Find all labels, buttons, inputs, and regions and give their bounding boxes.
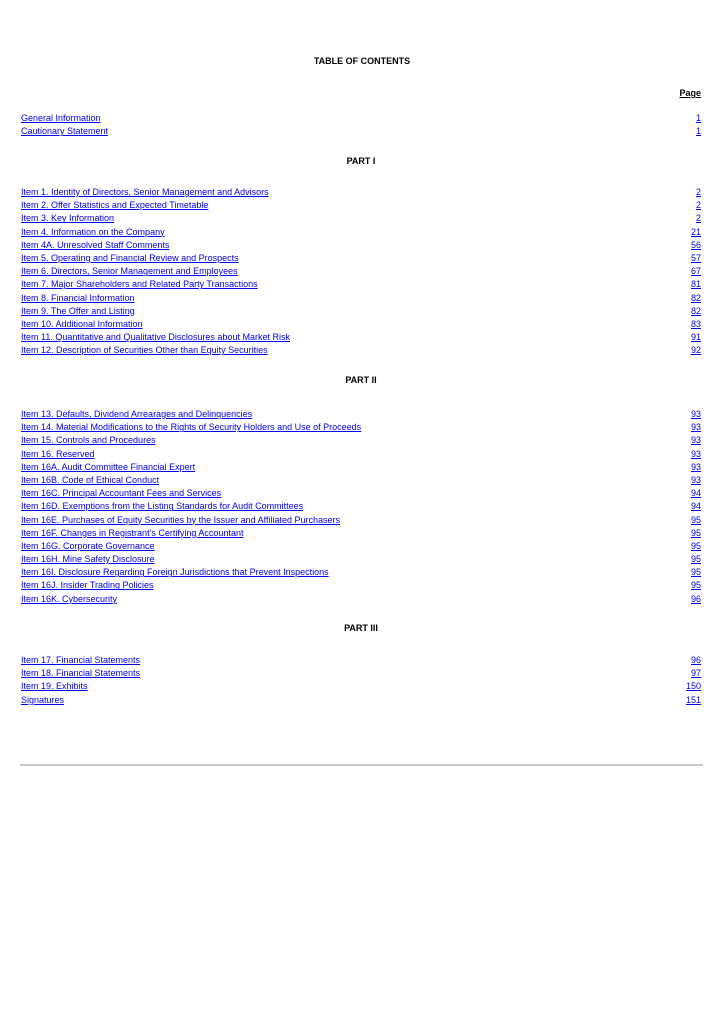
toc-page-link[interactable]: 150	[685, 681, 701, 692]
toc-link-item-8[interactable]: Item 8. Financial Information	[21, 292, 135, 303]
toc-row	[21, 421, 701, 434]
toc-row	[21, 474, 701, 487]
toc-row	[21, 694, 701, 707]
toc-page-link[interactable]: 94	[690, 501, 701, 512]
toc-page-link[interactable]: 1	[695, 113, 701, 123]
toc-page-link[interactable]: 95	[690, 540, 701, 551]
toc-page-link[interactable]: 67	[690, 266, 701, 277]
toc-link-item-15[interactable]: Item 15. Controls and Procedures	[21, 435, 156, 446]
toc-link-item-16a[interactable]: Item 16A. Audit Committee Financial Expert	[21, 461, 196, 472]
toc-row	[21, 265, 701, 278]
toc-page-link[interactable]: 95	[690, 554, 701, 565]
toc-row	[21, 408, 701, 421]
toc-link-item-14[interactable]: Item 14. Material Modifications to the Rights of Security Holders and Use of Proceeds	[21, 422, 362, 433]
toc-row	[21, 125, 701, 138]
toc-row	[21, 434, 701, 447]
toc-page-link[interactable]: 1	[695, 126, 701, 137]
toc-link-item-16b[interactable]: Item 16B. Code of Ethical Conduct	[21, 474, 160, 485]
toc-row	[21, 331, 701, 344]
toc-page-link[interactable]: 93	[690, 422, 701, 433]
toc-page-link[interactable]: 151	[685, 694, 701, 705]
front-matter-list	[21, 112, 701, 138]
toc-row	[21, 654, 701, 667]
toc-row	[21, 461, 701, 474]
part-3-heading-wrap	[21, 622, 701, 634]
toc-row	[21, 239, 701, 252]
toc-page-link[interactable]: 56	[690, 239, 701, 250]
toc-link-item-16e[interactable]: Item 16E. Purchases of Equity Securities by the Issuer and Affiliated Purchasers	[21, 514, 340, 525]
toc-page-link[interactable]: 91	[690, 332, 701, 343]
toc-link-item-16[interactable]: Item 16. Reserved	[21, 448, 95, 459]
toc-page-link[interactable]: 95	[690, 580, 701, 591]
toc-row	[21, 305, 701, 318]
toc-page-link[interactable]: 21	[690, 226, 701, 237]
part-3-heading: PART III	[344, 623, 378, 633]
toc-page-link[interactable]: 82	[690, 292, 701, 303]
toc-row	[21, 500, 701, 513]
toc-row	[21, 448, 701, 461]
toc-link-item-12[interactable]: Item 12. Description of Securities Other than Equity Securities	[21, 345, 268, 356]
toc-row	[21, 593, 701, 606]
toc-link-general-information[interactable]: General Information	[21, 113, 101, 123]
toc-link-item-4a[interactable]: Item 4A. Unresolved Staff Comments	[21, 239, 170, 250]
toc-row	[21, 186, 701, 199]
toc-row	[21, 344, 701, 357]
toc-page-link[interactable]: 95	[690, 514, 701, 525]
toc-link-item-9[interactable]: Item 9. The Offer and Listing	[21, 305, 135, 316]
part-1-heading: PART I	[346, 156, 376, 166]
toc-row	[21, 579, 701, 592]
toc-link-cautionary-statement[interactable]: Cautionary Statement	[21, 126, 109, 137]
toc-row	[21, 667, 701, 680]
toc-link-item-4[interactable]: Item 4. Information on the Company	[21, 226, 165, 237]
toc-page-link[interactable]: 96	[690, 655, 701, 665]
toc-row	[21, 540, 701, 553]
toc-row	[21, 278, 701, 291]
part-1-heading-wrap	[21, 155, 701, 167]
toc-link-item-18[interactable]: Item 18. Financial Statements	[21, 668, 141, 679]
part-2-list	[21, 408, 701, 606]
part-2-heading: PART II	[345, 375, 377, 385]
toc-link-item-13[interactable]: Item 13. Defaults, Dividend Arrearages and Delinquencies	[21, 409, 253, 419]
page-column-header: Page	[679, 88, 701, 98]
toc-page-link[interactable]: 95	[690, 567, 701, 578]
toc-link-item-10[interactable]: Item 10. Additional Information	[21, 318, 143, 329]
toc-link-item-3[interactable]: Item 3. Key Information	[21, 213, 115, 224]
toc-page-link[interactable]: 97	[690, 668, 701, 679]
toc-page-link[interactable]: 92	[690, 345, 701, 356]
part-2-heading-wrap	[21, 374, 701, 386]
toc-link-signatures[interactable]: Signatures	[21, 694, 65, 705]
part-1-list	[21, 186, 701, 357]
toc-page-link[interactable]: 81	[690, 279, 701, 290]
toc-row	[21, 199, 701, 212]
toc-page-link[interactable]: 82	[690, 305, 701, 316]
toc-page-link[interactable]: 93	[690, 461, 701, 472]
toc-link-item-1[interactable]: Item 1. Identity of Directors, Senior Management and Advisors	[21, 187, 269, 197]
toc-row	[21, 487, 701, 500]
toc-row	[21, 212, 701, 225]
toc-link-item-16c[interactable]: Item 16C. Principal Accountant Fees and Services	[21, 488, 222, 499]
toc-link-item-11[interactable]: Item 11. Quantitative and Qualitative Disclosures about Market Risk	[21, 332, 290, 343]
toc-link-item-19[interactable]: Item 19. Exhibits	[21, 681, 88, 692]
toc-link-item-16f[interactable]: Item 16F. Changes in Registrant’s Certifying Accountant	[21, 527, 244, 538]
toc-link-item-17[interactable]: Item 17. Financial Statements	[21, 655, 141, 665]
toc-link-item-16d[interactable]: Item 16D. Exemptions from the Listing Standards for Audit Committees	[21, 501, 304, 512]
toc-page-link[interactable]: 93	[690, 448, 701, 459]
toc-page-link[interactable]: 93	[690, 474, 701, 485]
toc-row	[21, 566, 701, 579]
toc-row	[21, 112, 701, 125]
toc-page-link[interactable]: 96	[690, 593, 701, 604]
toc-link-item-16h[interactable]: Item 16H. Mine Safety Disclosure	[21, 554, 155, 565]
toc-link-item-16i[interactable]: Item 16I. Disclosure Regarding Foreign Jurisdictions that Prevent Inspections	[21, 567, 329, 578]
toc-page-link[interactable]: 2	[695, 200, 701, 211]
toc-row	[21, 226, 701, 239]
toc-page-link[interactable]: 2	[695, 213, 701, 224]
toc-link-item-7[interactable]: Item 7. Major Shareholders and Related Party Transactions	[21, 279, 258, 290]
toc-row	[21, 318, 701, 331]
toc-page-link[interactable]: 57	[690, 252, 701, 263]
toc-link-item-2[interactable]: Item 2. Offer Statistics and Expected Timetable	[21, 200, 209, 211]
toc-row	[21, 527, 701, 540]
toc-link-item-16k[interactable]: Item 16K. Cybersecurity	[21, 593, 118, 604]
toc-row	[21, 292, 701, 305]
page-divider	[20, 764, 703, 766]
toc-page-link[interactable]: 94	[690, 488, 701, 499]
toc-row	[21, 680, 701, 693]
toc-page-link[interactable]: 83	[690, 318, 701, 329]
toc-row	[21, 514, 701, 527]
toc-link-item-16g[interactable]: Item 16G. Corporate Governance	[21, 540, 155, 551]
toc-page-link[interactable]: 2	[695, 187, 701, 197]
toc-row	[21, 252, 701, 265]
toc-link-item-6[interactable]: Item 6. Directors, Senior Management and Employees	[21, 266, 238, 277]
toc-page-link[interactable]: 95	[690, 527, 701, 538]
part-3-list	[21, 654, 701, 707]
toc-page-link[interactable]: 93	[690, 409, 701, 419]
toc-link-item-5[interactable]: Item 5. Operating and Financial Review and Prospects	[21, 252, 239, 263]
page-title: TABLE OF CONTENTS	[313, 56, 411, 66]
toc-row	[21, 553, 701, 566]
toc-page-link[interactable]: 93	[690, 435, 701, 446]
toc-link-item-16j[interactable]: Item 16J. Insider Trading Policies	[21, 580, 154, 591]
